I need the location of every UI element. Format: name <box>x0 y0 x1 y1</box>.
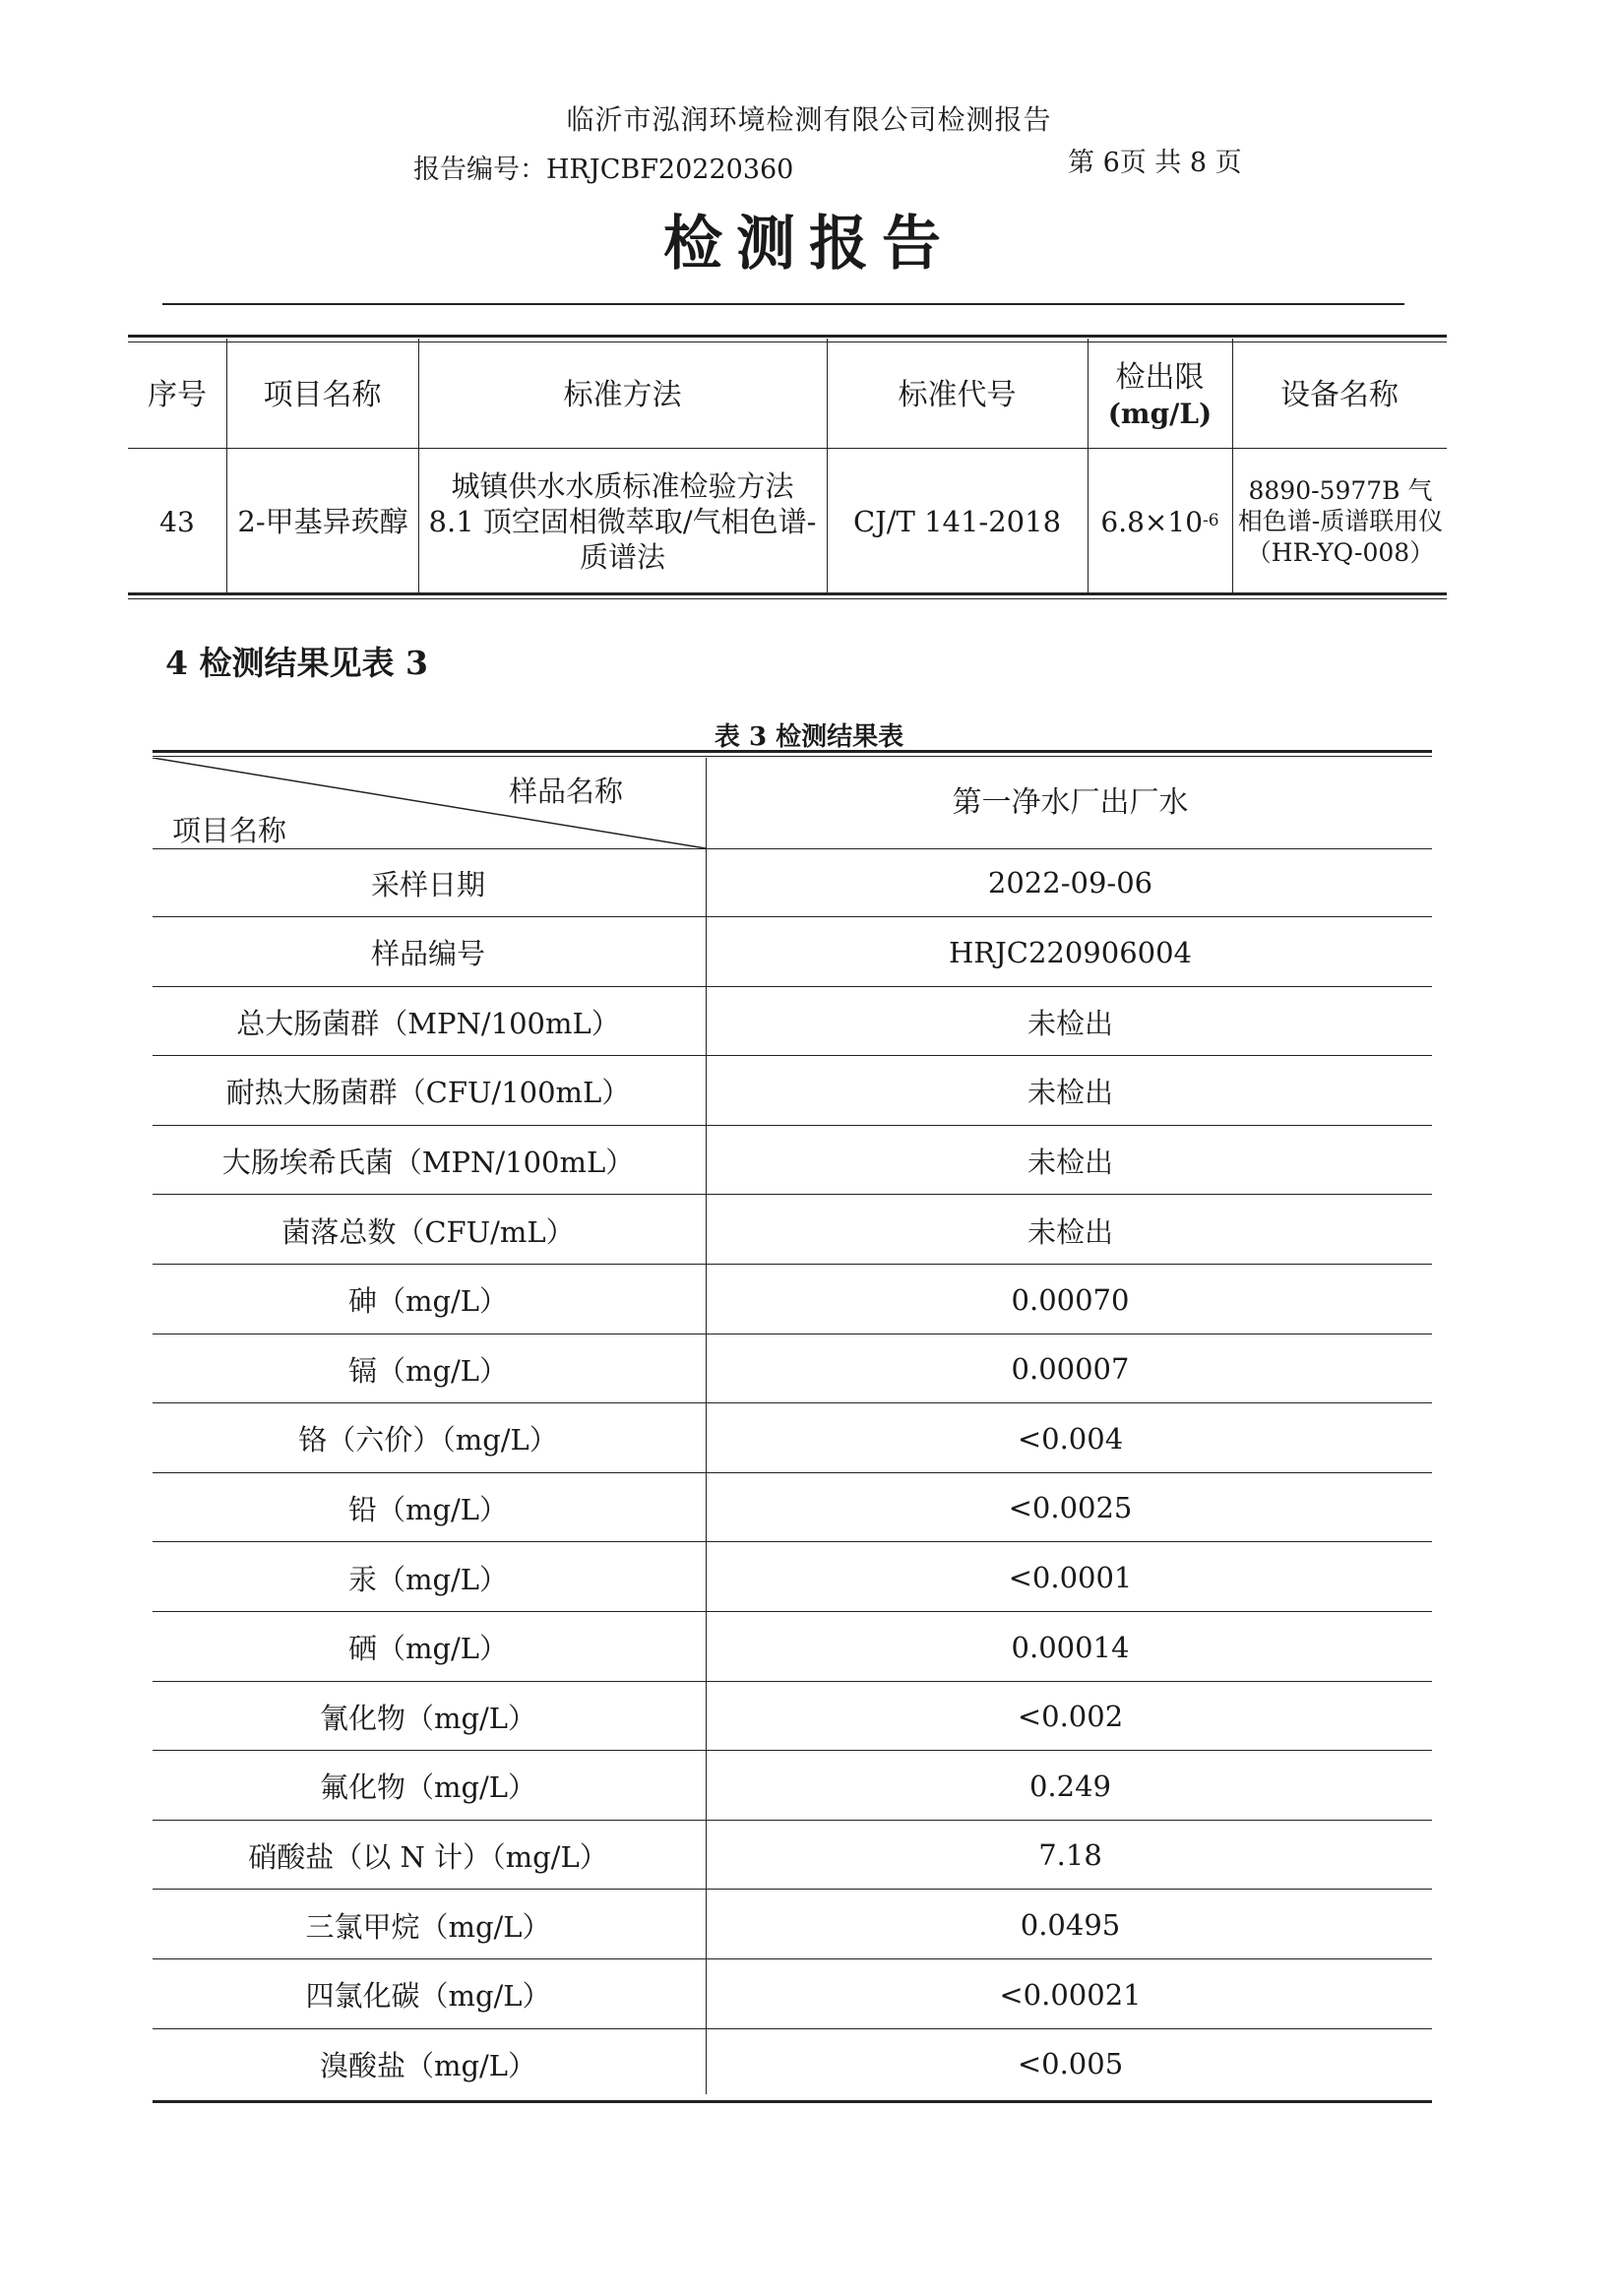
row-code: CJ/T 141-2018 <box>852 504 1062 538</box>
row-item-name: 硒（mg/L） <box>347 1632 509 1666</box>
row-item-value: 未检出 <box>1027 1076 1113 1110</box>
table-caption: 表 3 检测结果表 <box>714 722 904 752</box>
title-divider <box>162 303 1404 305</box>
table-row <box>153 1543 1432 1612</box>
table-row <box>153 1126 1432 1195</box>
row-item-value: 未检出 <box>1027 1214 1113 1249</box>
results-table <box>153 750 1432 2108</box>
header-code: 标准代号 <box>898 377 1017 412</box>
results-top-rule-2 <box>153 756 1432 757</box>
table-row <box>153 1266 1432 1334</box>
row-item-name: 耐热大肠菌群（CFU/100mL） <box>225 1076 631 1110</box>
row-item-value: <0.002 <box>1017 1700 1124 1734</box>
row-seq: 43 <box>159 505 195 538</box>
table-bottom-rule <box>128 592 1447 595</box>
row-item-value: 0.249 <box>1028 1769 1112 1803</box>
header-limit <box>1088 342 1232 448</box>
row-item-value: 未检出 <box>1027 1145 1113 1179</box>
table-row <box>153 1196 1432 1265</box>
table-row <box>153 1821 1432 1890</box>
row-item-value: <0.0001 <box>1008 1561 1133 1594</box>
row-method: 城镇供水水质标准检验方法 8.1 顶空固相微萃取/气相色谱-质谱法 <box>428 468 817 575</box>
row-item-value: 7.18 <box>1038 1838 1102 1873</box>
table-row <box>153 1613 1432 1682</box>
row-item-value: 0.0495 <box>1020 1908 1121 1942</box>
row-item-name: 样品编号 <box>370 937 485 971</box>
results-top-rule <box>153 750 1432 753</box>
row-item-value: <0.005 <box>1017 2047 1124 2081</box>
corner-sample-label: 样品名称 <box>509 775 624 808</box>
page-title: 检测报告 <box>663 210 955 279</box>
sample-name-header: 第一净水厂出厂水 <box>952 785 1189 821</box>
row-item-value: 0.00070 <box>1011 1282 1130 1317</box>
table-bottom-rule-2 <box>128 598 1447 599</box>
row-item-name: 采样日期 <box>370 867 485 901</box>
row-item-name: 硝酸盐（以 N 计）（mg/L） <box>248 1839 608 1874</box>
row-item-name: 砷（mg/L） <box>347 1284 509 1319</box>
row-item-value: <0.0025 <box>1008 1491 1133 1525</box>
table-row <box>153 1682 1432 1751</box>
row-item-value: 2022-09-06 <box>987 866 1153 900</box>
row-item-name: 氰化物（mg/L） <box>319 1701 537 1735</box>
company-header: 临沂市泓润环境检测有限公司检测报告 <box>566 103 1052 136</box>
row-equipment: 8890-5977B 气相色谱-质谱联用仪（HR-YQ-008） <box>1237 476 1444 567</box>
row-item-name: 总大肠菌群（MPN/100mL） <box>236 1006 620 1040</box>
table-row <box>153 1960 1432 2029</box>
table-row <box>153 1057 1432 1126</box>
results-bottom-rule <box>153 2100 1432 2103</box>
method-table <box>128 335 1447 610</box>
header-seq: 序号 <box>148 377 207 412</box>
table-row <box>153 987 1432 1056</box>
row-item-name: 镉（mg/L） <box>347 1353 509 1388</box>
row-item-name: 铅（mg/L） <box>347 1492 509 1526</box>
header-row-rule <box>128 448 1447 449</box>
row-item-name: 汞（mg/L） <box>347 1562 509 1596</box>
section-heading: 4 检测结果见表 3 <box>165 644 428 682</box>
row-item-name: 铬（六价）（mg/L） <box>298 1423 558 1458</box>
row-item-name: 菌落总数（CFU/mL） <box>281 1214 575 1249</box>
table-row <box>153 1752 1432 1821</box>
header-method: 标准方法 <box>563 377 682 412</box>
header-equipment: 设备名称 <box>1280 377 1399 412</box>
table-row <box>153 848 1432 917</box>
corner-item-label: 项目名称 <box>172 814 287 847</box>
row-limit-exponent: -6 <box>1203 511 1219 531</box>
row-limit-base: 6.8×10 <box>1100 505 1204 538</box>
report-number: 报告编号：HRJCBF20220360 <box>413 155 794 185</box>
row-item-name: 溴酸盐（mg/L） <box>319 2048 537 2082</box>
row-item-name: 四氯化碳（mg/L） <box>305 1979 551 2014</box>
table-row <box>153 1473 1432 1542</box>
header-limit-unit: (mg/L) <box>1107 397 1213 430</box>
page-indicator: 第 6页 共 8 页 <box>1068 148 1242 178</box>
row-item-value: HRJC220906004 <box>949 935 1192 969</box>
header-item: 项目名称 <box>263 377 382 412</box>
row-item: 2-甲基异莰醇 <box>237 504 408 538</box>
row-item-name: 氟化物（mg/L） <box>319 1770 537 1805</box>
row-item-value: <0.004 <box>1017 1421 1124 1456</box>
row-limit <box>1088 451 1232 592</box>
row-item-name: 大肠埃希氏菌（MPN/100mL） <box>221 1145 635 1179</box>
row-item-value: 0.00014 <box>1011 1630 1130 1664</box>
table-top-rule <box>128 335 1447 342</box>
table-row <box>153 2029 1432 2098</box>
table-row <box>153 1891 1432 1959</box>
header-limit-line1: 检出限 <box>1115 360 1205 396</box>
row-item-value: <0.00021 <box>999 1977 1142 2012</box>
table-row <box>153 1334 1432 1403</box>
row-item-value: 未检出 <box>1027 1006 1113 1040</box>
table-row <box>153 918 1432 987</box>
row-item-value: 0.00007 <box>1011 1352 1130 1387</box>
row-item-name: 三氯甲烷（mg/L） <box>305 1909 551 1944</box>
table-row <box>153 1404 1432 1473</box>
